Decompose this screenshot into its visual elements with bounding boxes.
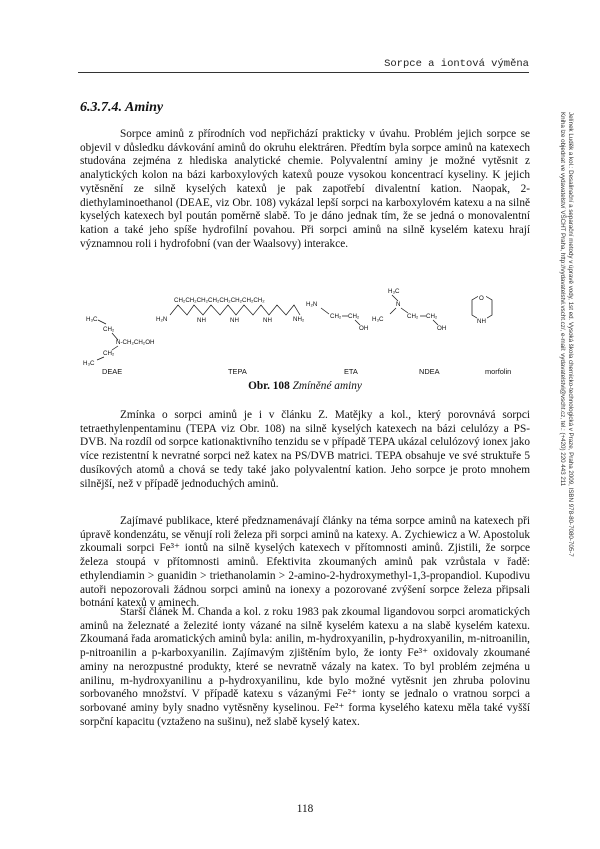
paragraph-2: Zmínka o sorpci aminů je i v článku Z. Matějky a kol., který porovnává sorpci tetraethylenpentaminu (TEPA viz Obr. 108) na silně kyselých katexech na bázi celulózy a PS-DVB. Na rozdíl od sorpce kationaktivního tenzidu se v případě TEPA ukázal celulózový ionex jako více rezistentní k nevratné sorpci než katex na PS/DVB matrici. TEPA obsahuje ve své struktuře 5 dusíkových atomů a chová se tedy také jako polyvalentní kation. Jeho sorpce je proto mnohem silnější, než v případě jednoduchých aminů.: [80, 409, 530, 490]
eta-oh: OH: [359, 325, 369, 332]
side-note-text: [557, 112, 574, 712]
deae-ch2-top: CH₂: [103, 326, 115, 333]
tepa-nh-3: NH: [263, 317, 272, 324]
side-note: [556, 112, 574, 712]
tepa-chain: CH₂CH₂CH₂CH₂CH₂CH₂CH₂CH₂: [174, 297, 265, 304]
ndea-structure: [372, 288, 446, 376]
morfolin-o: O: [479, 295, 484, 302]
bond: [390, 308, 396, 314]
label-tepa: TEPA: [228, 367, 247, 376]
paragraph-3: Zajímavé publikace, které předznamenávají články na téma sorpce aminů na katexech při úpravě kondenzátu, se věnují roli železa při sorpci aminů na katexy. A. Zychiewicz a W. Apostoluk zkoumali sorpci Fe³⁺ iontů na silně kyselých katexech v přítomnosti aminů. Zjistili, že sorpce železa stoupá v přítomnosti aminů. Efektivita zkoumaných aminů pak vzrůstala v řadě: ethylendiamin > guanidin > triethanolamin > 2-amino-2-hydroxymethyl-1,3-propandiol. Kupodivu autoři nepozorovali žádnou sorpci aminů na ionexy a pozorované zvýšení sorpce železa připsali botnání katexů v aminech.: [80, 515, 530, 610]
tepa-nh-1: NH: [197, 317, 206, 324]
deae-n-group: N-CH₂CH₂OH: [116, 339, 155, 346]
deae-h3c-bottom: H₃C: [83, 360, 95, 367]
ndea-ch2-1: CH₂: [407, 313, 419, 320]
chemical-structures: [80, 284, 530, 376]
ndea-h3c: H₃C: [372, 316, 384, 323]
section-title: 6.3.7.4. Aminy: [80, 100, 164, 115]
morfolin-structure: [472, 293, 511, 376]
caption-number: Obr. 108: [248, 380, 290, 392]
paragraph-1: Sorpce aminů z přírodních vod nepřichází prakticky v úvahu. Problém jejich sorpce se objevil v důsledku dávkování aminů do okruhu elektráren. Předtím byla sorpce aminů na katexech studována zejména z hlediska analytické chemie. Polyvalentní aminy je možné vytěsnit z analytických kolon na bázi karboxylových katexů pouze vysokou koncentrací kyseliny. K jejich vytěsnění ze silně kyselých katexů je pak zapotřebí divalentní kation. Naopak, 2-diethylaminoethanol (DEAE, viz Obr. 108) vykázal lepší sorpci na karboxylovém katexu a na silně kyselých katexech byl poután poměrně slabě. To je dáno jednak tím, že se jedná o monovalentní kation a také jeho spíše hydrofilní povahou. Při sorpci aminů na silně kyselém katexu hrají významnou roli i hydrofobní (van der Waalsovy) interakce.: [80, 128, 530, 250]
bond: [97, 357, 104, 360]
side-note-line-2: Kniha lze objednat ve vydavatelství VŠCHT Praha, http://vydavatelstvi.vscht.cz/, e-mail: vydavatelstvi@vscht.cz, tel.: (+420) 220 443 211: [558, 112, 566, 487]
tepa-nh2: NH₂: [293, 316, 305, 323]
deae-ch2-bottom: CH₂: [103, 350, 115, 357]
tepa-structure: [156, 297, 305, 376]
ndea-oh: OH: [437, 325, 447, 332]
eta-ch2-2: CH₂: [348, 313, 360, 320]
deae-structure: [83, 316, 155, 376]
ndea-n: N: [396, 301, 401, 308]
ndea-ch2-2: CH₂: [426, 313, 438, 320]
paragraph-4: Starší článek M. Chanda a kol. z roku 1983 pak zkoumal ligandovou sorpci aromatických aminů na železnaté a železité ionty vázané na silně kyselém katexu a na slabě kyselém katexu. Zkoumaná řada aromatických aminů byla: anilin, m-hydroxyanilin, p-hydroxyanilin, m-nitroanilin, p-nitroanilin a p-karboxyanilin. Zajímavým zjištěním bylo, že ionty Fe³⁺ oxidovaly zkoumané aminy na nerozpustné produkty, které se nevratně vázaly na katex. To byl problém zejména u anilinu, m-hydroxyanilinu a p-hydroxyanilinu, kde bylo možné vytěsnit jen zhruba polovinu sorbovaného množství. V případě katexu s vázanými Fe²⁺ ionty se jednalo o vratnou sorpci a sorbované aminy byly snadno vytěsněny kyselinou. Fe²⁺ forma kyselého katexu měla také vyšší sorpční kapacitu (vztaženo na sušinu), než slabě kyselý katex.: [80, 606, 530, 728]
ndea-h3c-top: H₃C: [388, 288, 400, 295]
bond: [321, 308, 329, 314]
figure-caption: [80, 380, 530, 392]
running-head: Sorpce a iontová výměna: [384, 58, 529, 70]
side-note-line-1: Jelínek Luděk a kol.: Desalinační a separační metody v úpravě vody, 1st ed. Vysoká škola chemicko-technologická v Praze, Praha 2009, ISBN 978-80-7080-705-7: [567, 112, 574, 557]
morfolin-nh: NH: [477, 318, 486, 325]
tepa-bonds: [170, 305, 300, 315]
tepa-nh-2: NH: [230, 317, 239, 324]
caption-text: Zmíněné aminy: [292, 380, 362, 392]
label-deae: DEAE: [102, 367, 123, 376]
label-eta: ETA: [344, 367, 358, 376]
bond: [98, 320, 106, 324]
deae-h3c-top: H₃C: [86, 316, 98, 323]
page-number: 118: [296, 803, 314, 815]
eta-structure: [306, 301, 368, 376]
eta-ch2-1: CH₂: [330, 313, 342, 320]
header-rule: [78, 72, 529, 73]
eta-h2n: H₂N: [306, 301, 318, 308]
figure-amines: [80, 284, 530, 376]
tepa-h2n: H₂N: [156, 316, 168, 323]
label-morfolin: morfolin: [485, 367, 512, 376]
label-ndea: NDEA: [419, 367, 440, 376]
